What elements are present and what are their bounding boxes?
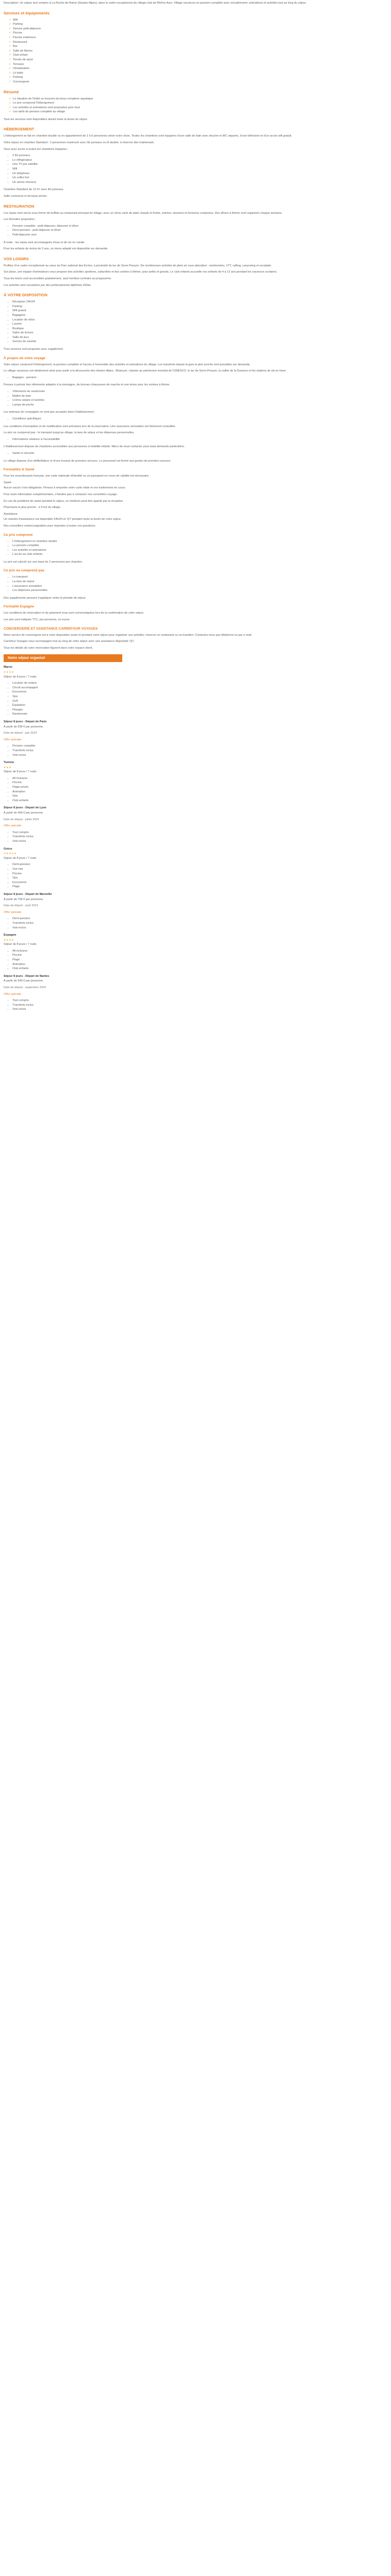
acces-title: À VOTRE DISPOSITION bbox=[4, 293, 47, 298]
offer-items bbox=[4, 998, 387, 1012]
list-item: • L'hébergement en chambre double bbox=[12, 539, 387, 544]
sub-heading: Assistance bbox=[4, 512, 18, 516]
offer-items bbox=[4, 744, 387, 757]
list-item: • Excursions bbox=[12, 690, 387, 694]
paragraph: Salle commune et terrasse privée. bbox=[4, 195, 47, 198]
resume-text: Tous les services sont disponibles durant toute la durée du séjour. bbox=[4, 117, 88, 121]
list-item: • Boutique bbox=[12, 327, 387, 331]
paragraph: Pour les ressortissants français, une carte nationale d'identité ou un passeport en cours de validité est nécessaire. bbox=[4, 474, 150, 478]
list-item: • Spa bbox=[12, 694, 387, 699]
sub-heading-list bbox=[4, 376, 387, 380]
voyages-section bbox=[4, 654, 387, 1012]
list-item: • Plage bbox=[12, 885, 387, 889]
equip-list bbox=[4, 154, 387, 184]
star-rating-icon: ★★★★ bbox=[4, 671, 14, 674]
formalite-title: Formalité Espagne bbox=[4, 605, 34, 609]
formalites-title: Formalités & Santé bbox=[4, 468, 35, 472]
offer-items bbox=[4, 917, 387, 930]
voyage-note: Séjour de 8 jours / 7 nuits bbox=[4, 770, 37, 774]
list-item: • Tout compris bbox=[12, 998, 387, 1003]
list-item: • Lampe de poche bbox=[12, 403, 387, 408]
list-item: • Transferts inclus bbox=[12, 835, 387, 839]
list-item: • Parking bbox=[12, 304, 387, 309]
voyage-card[interactable] bbox=[4, 760, 387, 844]
about-title: À propos de votre voyage bbox=[4, 356, 45, 360]
list-item: • Vue mer bbox=[12, 867, 387, 872]
list-item: • Circuit accompagné bbox=[12, 686, 387, 690]
list-item: • Piscine bbox=[12, 953, 387, 958]
offer-category: Offre spéciale bbox=[4, 910, 22, 914]
list-item: • Transferts inclus bbox=[12, 749, 387, 753]
list-item: • Crème solaire et lunettes bbox=[12, 398, 387, 403]
list-item: ✓ Terrasse bbox=[13, 62, 387, 67]
list-item: • Les activités et animations bbox=[12, 548, 387, 553]
paragraph: Carrefour Voyages vous accompagne tout au long de votre séjour avec une assistance disponible 7j/7. bbox=[4, 640, 135, 643]
list-item: • Petit-déjeuner seul bbox=[12, 233, 387, 238]
paragraph: En cas de problème de santé pendant le séjour, un médecin peut être appelé par la réception. bbox=[4, 499, 124, 503]
offer-text: À partir de 499 € par personne. bbox=[4, 811, 44, 815]
list-item: • Transferts inclus bbox=[12, 921, 387, 926]
voyage-items bbox=[4, 949, 387, 971]
paragraph: Chambre Standard de 12 m² avec lits jumeaux, bbox=[4, 188, 64, 192]
list-item: • Wifi gratuit bbox=[12, 309, 387, 313]
list-item: • Piscine bbox=[12, 872, 387, 876]
departure-date: Date de départ : septembre 2024 bbox=[4, 986, 46, 990]
list-item: • Demi-pension bbox=[12, 917, 387, 921]
voyage-card[interactable] bbox=[4, 847, 387, 930]
intro-text: Description: Un séjour tout compris à La Roche-de-Rame (Hautes-Alpes), dans le cadre exceptionnel du village-club de Rhône-Azur. Village vacances en pension complète avec encadrement, animations et activités tout au long du séjour. bbox=[4, 2, 307, 5]
services-list bbox=[4, 18, 387, 84]
paragraph: *Ces services sont proposés avec supplément. bbox=[4, 348, 64, 351]
sub-heading-list bbox=[4, 437, 387, 442]
list-item: • Vols inclus bbox=[12, 839, 387, 844]
paragraph: Les formules proposées : bbox=[4, 218, 36, 222]
list-item: • All inclusive bbox=[12, 776, 387, 781]
list-item: ✓ Wifi bbox=[13, 18, 387, 23]
list-item: • Vols inclus bbox=[12, 753, 387, 758]
paragraph: Aucun vaccin n'est obligatoire. Pensez à emporter votre carte vitale et vos traitements en cours. bbox=[4, 486, 126, 490]
list-item: • Pension complète bbox=[12, 744, 387, 749]
list-item: • Spa bbox=[12, 876, 387, 880]
sub-heading: • Conditions spécifiques bbox=[12, 417, 387, 421]
list-item: ✓ Bar bbox=[13, 44, 387, 49]
star-rating-icon: ★★★ bbox=[4, 766, 12, 769]
page bbox=[0, 0, 391, 1012]
voyage-city: Espagne bbox=[4, 934, 17, 937]
paragraph: Le village dispose d'un défibrillateur et d'une trousse de premiers secours. Le personnel est formé aux gestes de premiers secours. bbox=[4, 459, 171, 463]
list-item: • Une TV par satellite bbox=[12, 162, 387, 167]
acces-list bbox=[4, 300, 387, 344]
hebergement-title: HÉBERGEMENT bbox=[4, 127, 35, 132]
list-item: ✓ Piscine bbox=[13, 31, 387, 36]
paragraph: Pensez à prévoir des vêtements adaptés à la montagne, de bonnes chaussures de marche et une tenue pour les soirées à thème. bbox=[4, 383, 170, 387]
list-item: ✓ Restaurant bbox=[13, 40, 387, 45]
voyage-note: Séjour de 8 jours / 7 nuits bbox=[4, 943, 37, 946]
list-item: • Vêtements de randonnée bbox=[12, 389, 387, 394]
services-title: Services et équipements bbox=[4, 10, 50, 15]
list-item: • Randonnée bbox=[12, 712, 387, 717]
conciergerie-title: CONCIERGERIE ET ASSISTANCE CARREFOUR VOYAGES bbox=[4, 626, 98, 631]
voyage-note: Séjour de 8 jours / 7 nuits bbox=[4, 856, 37, 860]
list-item: • Demi-pension : petit-déjeuner et dîner bbox=[12, 228, 387, 233]
list-item: ✓ Service petit-déjeuner bbox=[13, 27, 387, 31]
paragraph: Tous les détails de votre réservation figurent dans votre espace client. bbox=[4, 646, 93, 650]
list-item: • Golf bbox=[12, 699, 387, 704]
loisirs-title: VOS LOISIRS bbox=[4, 256, 29, 261]
list-item: • Plage privée bbox=[12, 785, 387, 790]
list-item: ✓ Les activités et animations sont proposées pour tous bbox=[13, 106, 387, 110]
noninclus-list bbox=[4, 575, 387, 592]
list-item: • L'accès au club enfants bbox=[12, 552, 387, 557]
offer-title[interactable]: Séjour 8 jours - Départ de Lyon bbox=[4, 806, 46, 810]
list-item: • Maillot de bain bbox=[12, 394, 387, 399]
voyage-city: Tunisie bbox=[4, 761, 14, 765]
inclus-title: Ce prix comprend bbox=[4, 533, 33, 537]
paragraph: Le prix ne comprend pas : le transport jusqu'au village, la taxe de séjour et les dépenses personnelles. bbox=[4, 431, 135, 435]
paragraph: Pharmacie la plus proche : à 5 km du village. bbox=[4, 506, 61, 510]
list-item: • Location de voiture bbox=[12, 681, 387, 686]
paragraph: Un numéro d'assistance est disponible 24h/24 et 7j/7 pendant toute la durée de votre séjour. bbox=[4, 518, 122, 521]
list-item: • Service de navette bbox=[12, 340, 387, 344]
paragraph: Votre séjour comprend l'hébergement, la pension complète et l'accès à l'ensemble des activités et animations du village. Les transferts depuis la gare la plus proche sont possibles sur demande. bbox=[4, 363, 251, 366]
paragraph: Pour toute information complémentaire, n'hésitez pas à contacter nos conseillers voyage. bbox=[4, 493, 118, 496]
paragraph: Les animaux de compagnie ne sont pas acceptés dans l'établissement. bbox=[4, 411, 95, 414]
offer-text: À partir de 799 € par personne. bbox=[4, 897, 44, 901]
list-item: • La taxe de séjour bbox=[12, 580, 387, 584]
paragraph: Le prix est calculé sur une base de 2 personnes par chambre. bbox=[4, 560, 83, 564]
list-item: • Vols inclus bbox=[12, 926, 387, 930]
list-item: • L'assurance annulation bbox=[12, 584, 387, 589]
resume-title: Résumé bbox=[4, 89, 19, 94]
paragraph: Des suppléments peuvent s'appliquer selon la période de séjour. bbox=[4, 596, 86, 600]
list-item: • Un téléphone bbox=[12, 172, 387, 176]
list-item: ✓ Le prix comprend l'hébergement bbox=[13, 101, 387, 106]
paragraph: Notre service de conciergerie est à votre disposition avant et pendant votre séjour pour organiser vos activités, réserver un restaurant ou un transfert. Contactez-nous par téléphone ou par e-mail. bbox=[4, 633, 252, 637]
offer-title[interactable]: Séjour 8 jours - Départ de Marseille bbox=[4, 892, 52, 896]
paragraph: Les conditions d'annulation et de modification sont précisées lors de la réservation. Une assurance annulation est fortement conseillée. bbox=[4, 425, 176, 428]
sub-heading: Santé : bbox=[4, 481, 13, 484]
list-item: ✓ Conciergerie bbox=[13, 80, 387, 84]
paragraph: Les conditions de réservation et de paiement vous sont communiquées lors de la confirmation de votre séjour. bbox=[4, 612, 144, 615]
list-item: ✓ Club enfant bbox=[13, 53, 387, 58]
list-item: • Pension complète : petit-déjeuner, déjeuner et dîner bbox=[12, 224, 387, 229]
offer-category: Offre spéciale bbox=[4, 992, 22, 996]
restauration-title: RESTAURATION bbox=[4, 204, 35, 209]
list-item: ✓ Les tarifs de pension complète au village bbox=[13, 110, 387, 114]
list-item: • Excursions bbox=[12, 880, 387, 885]
paragraph: Sur place, une équipe d'animateurs vous propose des activités sportives, culturelles et des soirées à thème, pour petits et grands. Le club enfants accueille vos enfants de 4 à 12 ans pendant les vacances scolaires. bbox=[4, 270, 278, 274]
list-item: • Un coffre fort bbox=[12, 176, 387, 180]
departure-date: Date de départ : juillet 2024 bbox=[4, 818, 39, 821]
paragraph: Profitez d'un cadre exceptionnel au cœur du Parc national des Écrins, à proximité du lac de Serre-Ponçon. De nombreuses activités de plein air vous attendent : randonnées, VTT, rafting, canyoning et escalade. bbox=[4, 264, 272, 267]
sub-heading: • Santé et sécurité bbox=[12, 451, 387, 456]
paragraph: L'hébergement se fait en chambre double ou en appartement de 2 à 6 personnes selon votre choix. Toutes les chambres sont équipées d'une salle de bain avec douche et WC séparés, d'une télévision et d'un accès wifi gratuit. bbox=[4, 134, 292, 138]
bagages-list bbox=[4, 389, 387, 407]
list-item: • Le transport bbox=[12, 575, 387, 580]
paragraph: Pour les enfants de moins de 3 ans, un menu adapté est disponible sur demande. bbox=[4, 247, 108, 251]
voyage-city: Maroc bbox=[4, 666, 13, 669]
inclus-list bbox=[4, 539, 387, 557]
voyage-card[interactable] bbox=[4, 933, 387, 1012]
list-item: • Un sèche-cheveux bbox=[12, 180, 387, 185]
voyages-title: Notre séjour organisé bbox=[4, 654, 122, 662]
departure-date: Date de départ : juin 2024 bbox=[4, 732, 37, 735]
list-item: • Animation bbox=[12, 962, 387, 967]
voyage-card[interactable] bbox=[4, 665, 387, 757]
paragraph: Le village vacances est idéalement situé pour partir à la découverte des Hautes-Alpes : Briançon, classée au patrimoine mondial de l'UNESCO, le lac de Serre-Ponçon, la vallée de la Durance et les stations de ski en hiver. bbox=[4, 369, 287, 373]
list-item: • Plage bbox=[12, 958, 387, 962]
paragraph: Nos conseillers restent joignables pour répondre à toutes vos questions. bbox=[4, 524, 96, 528]
voyage-items bbox=[4, 681, 387, 717]
sub-heading: • Informations relatives à l'accessibilité bbox=[12, 437, 387, 442]
list-item: • Salon de lecture bbox=[12, 331, 387, 335]
list-item: • Les dépenses personnelles bbox=[12, 588, 387, 593]
noninclus-title: Ce prix ne comprend pas bbox=[4, 569, 44, 573]
list-item: • Vols inclus bbox=[12, 1007, 387, 1012]
list-item: ✓ Parking bbox=[13, 22, 387, 27]
list-item: ✓ Salle de fitness bbox=[13, 49, 387, 54]
sub-heading-list bbox=[4, 451, 387, 456]
star-rating-icon: ★★★★ bbox=[4, 938, 14, 942]
list-item: ✓ Terrain de sport bbox=[13, 58, 387, 62]
list-item: • 2 lits jumeaux bbox=[12, 154, 387, 158]
list-item: • Piscine bbox=[12, 781, 387, 785]
voyage-items bbox=[4, 862, 387, 889]
voyage-items bbox=[4, 776, 387, 803]
list-item: • Spa bbox=[12, 794, 387, 799]
list-item: • Demi-pension bbox=[12, 862, 387, 867]
voyage-note: Séjour de 8 jours / 7 nuits bbox=[4, 675, 37, 679]
offer-title[interactable]: Séjour 8 jours - Départ de Nantes bbox=[4, 974, 50, 978]
paragraph: Les activités sont encadrées par des professionnels diplômés d'État. bbox=[4, 283, 91, 287]
sub-heading-list bbox=[4, 417, 387, 421]
list-item: ✓ Piscine extérieure bbox=[13, 36, 387, 40]
list-item: • Animation bbox=[12, 790, 387, 794]
list-item: ✓ Le situation de l'hôtel se trouvera du beau complexe aquatique bbox=[13, 97, 387, 101]
voyage-city: Grèce bbox=[4, 847, 12, 851]
paragraph: Les repas sont servis sous forme de buffets au restaurant principal du village, avec un choix varié de plats chauds et froids, entrées, desserts et boissons comprises. Des dîners à thème sont organisés chaque semaine. bbox=[4, 211, 283, 215]
list-item: • Transferts inclus bbox=[12, 1003, 387, 1008]
list-item: ✓ Lit bébé bbox=[13, 71, 387, 76]
list-item: • Wifi bbox=[12, 167, 387, 172]
list-item: • Le réfrigérateur bbox=[12, 158, 387, 163]
list-item: ✓ Parking bbox=[13, 75, 387, 80]
list-item: • Plongée bbox=[12, 708, 387, 713]
paragraph: Les prix sont indiqués TTC, par personne, en euros. bbox=[4, 618, 70, 622]
paragraph: Votre séjour en chambre Standard : 2 personnes maximum avec lits jumeaux ou lit double, à réserver dès maintenant. bbox=[4, 141, 155, 145]
list-item: ✓ Climatisation bbox=[13, 66, 387, 71]
list-item: • Équitation bbox=[12, 703, 387, 708]
list-item: • All inclusive bbox=[12, 949, 387, 954]
restauration-list bbox=[4, 224, 387, 238]
star-rating-icon: ★★★★★ bbox=[4, 852, 17, 856]
list-item: • Location de vélos bbox=[12, 318, 387, 323]
paragraph: Tous les loisirs sont accessibles gratuitement, sauf mention contraire au programme. bbox=[4, 277, 112, 280]
list-item: • La pension complète bbox=[12, 544, 387, 548]
list-item: • Bagagerie bbox=[12, 313, 387, 318]
list-item: • Club enfants bbox=[12, 967, 387, 971]
list-item: • Salle de jeux bbox=[12, 335, 387, 340]
sub-heading: • Bagages - pension : bbox=[12, 376, 387, 380]
departure-date: Date de départ : août 2024 bbox=[4, 904, 38, 908]
offer-text: À partir de 549 € par personne. bbox=[4, 979, 44, 983]
list-item: • Club enfants bbox=[12, 799, 387, 803]
offer-items bbox=[4, 831, 387, 844]
paragraph: À noter : les repas sont accompagnés d'eau et de vin en carafe. bbox=[4, 241, 86, 244]
offer-category: Offre spéciale bbox=[4, 824, 22, 828]
offer-category: Offre spéciale bbox=[4, 738, 22, 741]
offer-text: À partir de 599 € par personne. bbox=[4, 725, 44, 728]
list-item: • Laverie bbox=[12, 322, 387, 327]
paragraph: L'établissement dispose de chambres accessibles aux personnes à mobilité réduite. Merci de nous contacter pour toute demande particulière. bbox=[4, 445, 185, 449]
list-item: • Réception 24h/24 bbox=[12, 300, 387, 304]
paragraph: Vous avez accès à toutes les chambres équipées : bbox=[4, 147, 69, 151]
resume-list bbox=[4, 97, 387, 114]
list-item: • Tout compris bbox=[12, 831, 387, 835]
offer-title[interactable]: Séjour 8 jours - Départ de Paris bbox=[4, 720, 47, 723]
